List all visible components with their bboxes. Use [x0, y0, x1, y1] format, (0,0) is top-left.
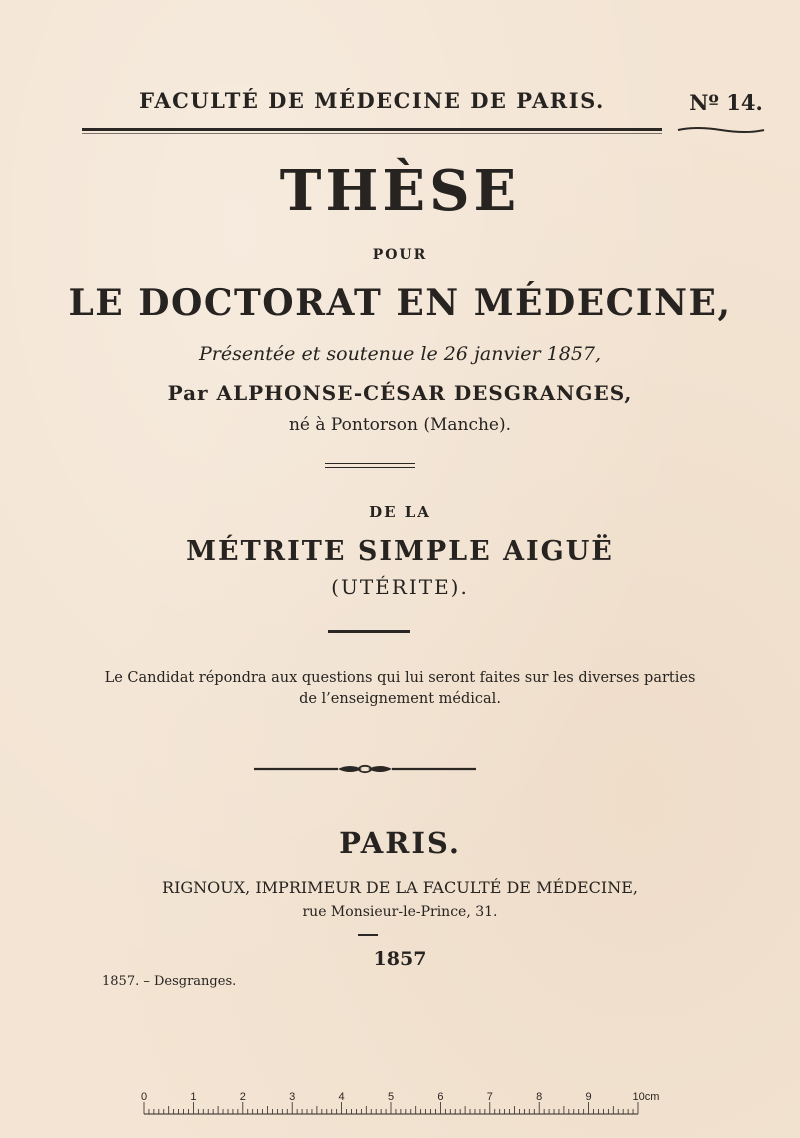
ruler-label: 2: [239, 1091, 246, 1103]
year-dash: [358, 934, 378, 936]
double-rule-bottom: [325, 467, 415, 468]
birthplace-line: né à Pontorson (Manche).: [288, 415, 512, 435]
printer-address: rue Monsieur-le-Prince, 31.: [302, 904, 498, 920]
ruler-label: 7: [486, 1091, 493, 1103]
ruler-label: 1: [190, 1091, 197, 1103]
subject-subtitle: (UTÉRITE).: [331, 575, 469, 599]
ruler-label: 8: [536, 1091, 543, 1103]
ruler-label: 10cm: [632, 1091, 660, 1103]
pour-label: POUR: [372, 247, 428, 263]
header-rule-thin: [82, 133, 662, 134]
publication-year: 1857: [373, 948, 427, 970]
ruler-label: 0: [140, 1091, 148, 1103]
ruler-label: 5: [387, 1091, 395, 1103]
measurement-ruler: [140, 1088, 660, 1118]
ruler-label: 9: [585, 1091, 592, 1103]
printer-line: RIGNOUX, IMPRIMEUR DE LA FACULTÉ DE MÉDECINE,: [162, 878, 638, 897]
ruler-label: 6: [437, 1091, 444, 1103]
header-ornament: [676, 124, 766, 136]
thesis-number: Nº 14.: [689, 90, 763, 115]
ornamental-rule: [252, 762, 478, 776]
candidate-note: [0, 668, 800, 710]
header-rule: [82, 128, 662, 131]
ruler-label: 4: [338, 1091, 345, 1103]
candidate-note-line1: Le Candidat répondra aux questions qui lui seront faites sur les diverses parties: [104, 670, 696, 686]
footer-signature: 1857. – Desgranges.: [102, 974, 237, 989]
presentation-date: Présentée et soutenue le 26 janvier 1857,: [198, 343, 602, 365]
candidate-note-line2: de l’enseignement médical.: [299, 691, 501, 707]
author-line: Par ALPHONSE-CÉSAR DESGRANGES,: [167, 381, 633, 405]
thesis-title: THÈSE: [279, 158, 521, 224]
doctorat-heading: LE DOCTORAT EN MÉDECINE,: [68, 282, 732, 324]
section-rule: [328, 630, 410, 633]
faculty-header: FACULTÉ DE MÉDECINE DE PARIS.: [139, 88, 605, 113]
de-la-label: DE LA: [369, 503, 431, 521]
ruler-label: 3: [289, 1091, 296, 1103]
double-rule-top: [325, 463, 415, 464]
imprint-city: PARIS.: [339, 826, 461, 860]
subject-title: MÉTRITE SIMPLE AIGUË: [186, 536, 614, 567]
